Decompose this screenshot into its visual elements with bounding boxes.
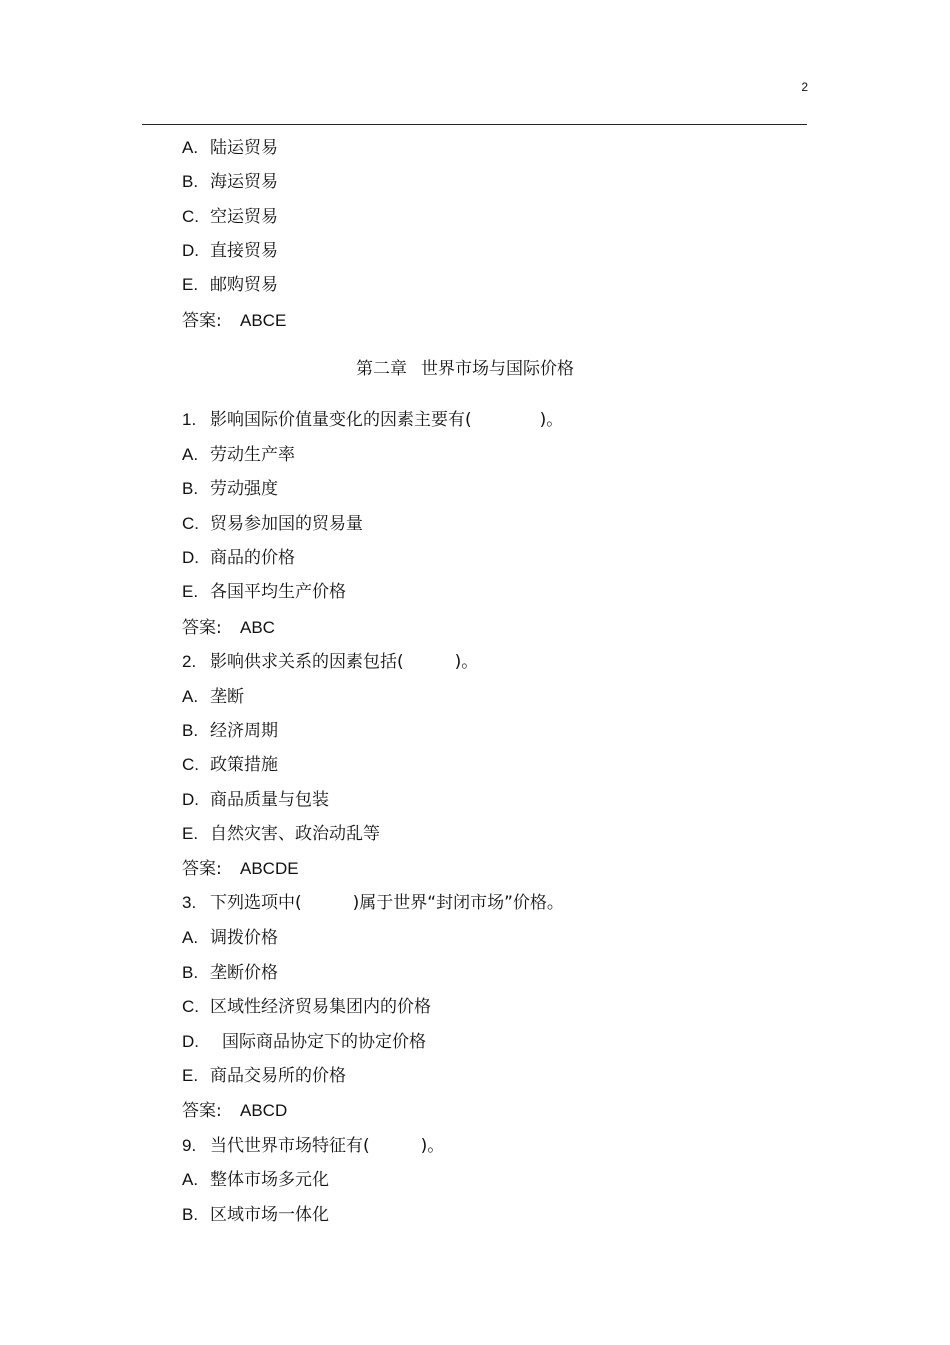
- option-e: [182, 581, 346, 603]
- answer-label: 答案:: [182, 618, 222, 638]
- option-label: E.: [182, 582, 199, 601]
- chapter-title: 世界市场与国际价格: [421, 359, 574, 379]
- option-b: [182, 478, 278, 500]
- question-stem: [182, 892, 564, 914]
- option-label: B.: [182, 479, 199, 498]
- question-text: 影响供求关系的因素包括( )。: [210, 652, 479, 672]
- option-text: 国际商品协定下的协定价格: [222, 1032, 426, 1052]
- option-label: D.: [182, 548, 199, 567]
- option-label: A.: [182, 928, 199, 947]
- option-text: 整体市场多元化: [210, 1170, 329, 1190]
- option-label: A.: [182, 1170, 199, 1189]
- option-text: 垄断价格: [210, 963, 278, 983]
- option-text: 调拨价格: [210, 928, 278, 948]
- answer-label: 答案:: [182, 1101, 222, 1121]
- option-text: 邮购贸易: [210, 275, 278, 295]
- option-text: 经济周期: [210, 721, 278, 741]
- answer-value: ABCE: [240, 311, 287, 330]
- option-text: 自然灾害、政治动乱等: [210, 824, 380, 844]
- option-text: 直接贸易: [210, 241, 278, 261]
- page-number: 2: [801, 80, 808, 94]
- question-text: 影响国际价值量变化的因素主要有( )。: [210, 410, 564, 430]
- option-text: 陆运贸易: [210, 138, 278, 158]
- question-number: 9.: [182, 1136, 197, 1155]
- answer-line: [182, 858, 299, 880]
- answer-value: ABCD: [240, 1101, 288, 1120]
- question-text: 下列选项中( )属于世界“封闭市场”价格。: [210, 893, 564, 913]
- option-e: [182, 1065, 346, 1087]
- option-text: 空运贸易: [210, 207, 278, 227]
- question-stem: [182, 1135, 444, 1157]
- option-text: 海运贸易: [210, 172, 278, 192]
- answer-label: 答案:: [182, 859, 222, 879]
- option-a: [182, 686, 244, 708]
- option-d: [182, 240, 278, 262]
- answer-value: ABC: [240, 618, 275, 637]
- option-label: C.: [182, 755, 199, 774]
- option-label: D.: [182, 1032, 199, 1051]
- option-a: [182, 927, 278, 949]
- option-label: D.: [182, 241, 199, 260]
- option-label: C.: [182, 997, 199, 1016]
- answer-label: 答案:: [182, 311, 222, 331]
- question-number: 3.: [182, 893, 197, 912]
- option-text: 垄断: [210, 687, 244, 707]
- option-d: [182, 1031, 426, 1053]
- option-a: [182, 1169, 329, 1191]
- option-c: [182, 754, 278, 776]
- option-label: B.: [182, 721, 199, 740]
- answer-line: [182, 310, 286, 332]
- option-label: D.: [182, 790, 199, 809]
- question-stem: [182, 409, 563, 431]
- option-label: B.: [182, 1205, 199, 1224]
- option-text: 政策措施: [210, 755, 278, 775]
- option-b: [182, 171, 278, 193]
- option-label: A.: [182, 445, 199, 464]
- option-b: [182, 962, 278, 984]
- option-label: E.: [182, 275, 199, 294]
- question-text: 当代世界市场特征有( )。: [210, 1136, 445, 1156]
- option-label: B.: [182, 172, 199, 191]
- option-b: [182, 1204, 329, 1226]
- question-number: 2.: [182, 652, 197, 671]
- option-label: E.: [182, 824, 199, 843]
- question-stem: [182, 651, 478, 673]
- option-d: [182, 789, 329, 811]
- option-text: 商品质量与包装: [210, 790, 329, 810]
- option-c: [182, 206, 278, 228]
- option-d: [182, 547, 295, 569]
- option-label: C.: [182, 207, 199, 226]
- option-label: E.: [182, 1066, 199, 1085]
- header-rule: [142, 124, 807, 125]
- option-c: [182, 996, 431, 1018]
- option-e: [182, 823, 380, 845]
- option-text: 劳动强度: [210, 479, 278, 499]
- option-text: 区域性经济贸易集团内的价格: [210, 997, 431, 1017]
- option-text: 各国平均生产价格: [210, 582, 346, 602]
- option-text: 区域市场一体化: [210, 1205, 329, 1225]
- option-text: 商品交易所的价格: [210, 1066, 346, 1086]
- option-text: 劳动生产率: [210, 445, 295, 465]
- answer-line: [182, 617, 275, 639]
- option-text: 贸易参加国的贸易量: [210, 514, 363, 534]
- option-text: 商品的价格: [210, 548, 295, 568]
- option-label: A.: [182, 687, 199, 706]
- option-label: C.: [182, 514, 199, 533]
- option-a: [182, 137, 278, 159]
- option-label: A.: [182, 138, 199, 157]
- option-c: [182, 513, 363, 535]
- answer-value: ABCDE: [240, 859, 299, 878]
- chapter-number: 第二章: [356, 359, 407, 379]
- answer-line: [182, 1100, 287, 1122]
- option-e: [182, 274, 278, 296]
- option-label: B.: [182, 963, 199, 982]
- chapter-heading: [356, 358, 574, 380]
- question-number: 1.: [182, 410, 197, 429]
- option-a: [182, 444, 295, 466]
- option-b: [182, 720, 278, 742]
